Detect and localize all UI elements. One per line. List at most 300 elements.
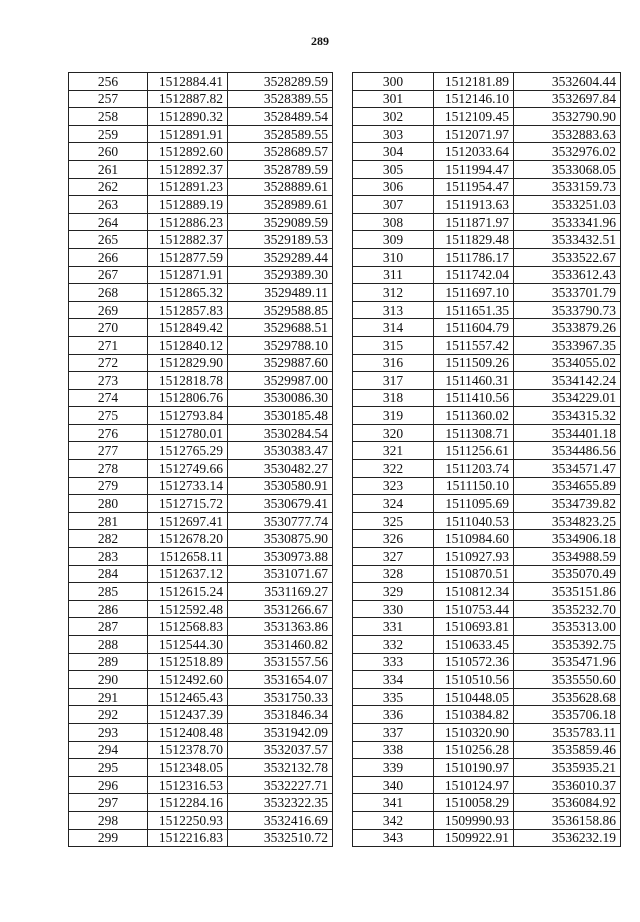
x-coordinate-cell: 1510572.36 bbox=[434, 653, 514, 671]
y-coordinate-cell: 3533612.43 bbox=[514, 266, 621, 284]
y-coordinate-cell: 3534315.32 bbox=[514, 407, 621, 425]
y-coordinate-cell: 3529389.30 bbox=[228, 266, 333, 284]
y-coordinate-cell: 3536084.92 bbox=[514, 794, 621, 812]
table-row bbox=[69, 319, 333, 337]
point-number-cell: 293 bbox=[69, 723, 148, 741]
point-number-cell: 279 bbox=[69, 477, 148, 495]
x-coordinate-cell: 1512749.66 bbox=[148, 460, 228, 478]
point-number-cell: 303 bbox=[353, 125, 434, 143]
point-number-cell: 272 bbox=[69, 354, 148, 372]
x-coordinate-cell: 1511604.79 bbox=[434, 319, 514, 337]
x-coordinate-cell: 1512181.89 bbox=[434, 73, 514, 91]
x-coordinate-cell: 1511308.71 bbox=[434, 424, 514, 442]
table-row bbox=[353, 495, 621, 513]
point-number-cell: 340 bbox=[353, 776, 434, 794]
point-number-cell: 294 bbox=[69, 741, 148, 759]
point-number-cell: 341 bbox=[353, 794, 434, 812]
table-row bbox=[69, 108, 333, 126]
table-row bbox=[69, 389, 333, 407]
x-coordinate-cell: 1512715.72 bbox=[148, 495, 228, 513]
table-row bbox=[353, 688, 621, 706]
y-coordinate-cell: 3536010.37 bbox=[514, 776, 621, 794]
table-row bbox=[69, 372, 333, 390]
table-row bbox=[69, 160, 333, 178]
x-coordinate-cell: 1512284.16 bbox=[148, 794, 228, 812]
table-row bbox=[353, 460, 621, 478]
point-number-cell: 276 bbox=[69, 424, 148, 442]
x-coordinate-cell: 1512806.76 bbox=[148, 389, 228, 407]
point-number-cell: 284 bbox=[69, 565, 148, 583]
point-number-cell: 310 bbox=[353, 248, 434, 266]
y-coordinate-cell: 3530973.88 bbox=[228, 548, 333, 566]
table-row bbox=[353, 512, 621, 530]
x-coordinate-cell: 1512637.12 bbox=[148, 565, 228, 583]
table-row bbox=[69, 618, 333, 636]
table-row bbox=[69, 336, 333, 354]
table-row bbox=[69, 512, 333, 530]
y-coordinate-cell: 3530086.30 bbox=[228, 389, 333, 407]
point-number-cell: 308 bbox=[353, 213, 434, 231]
y-coordinate-cell: 3530875.90 bbox=[228, 530, 333, 548]
x-coordinate-cell: 1512378.70 bbox=[148, 741, 228, 759]
table-row bbox=[69, 776, 333, 794]
point-number-cell: 323 bbox=[353, 477, 434, 495]
y-coordinate-cell: 3529089.59 bbox=[228, 213, 333, 231]
table-row bbox=[69, 495, 333, 513]
table-row bbox=[69, 811, 333, 829]
point-number-cell: 300 bbox=[353, 73, 434, 91]
point-number-cell: 278 bbox=[69, 460, 148, 478]
x-coordinate-cell: 1512890.32 bbox=[148, 108, 228, 126]
table-row bbox=[69, 741, 333, 759]
x-coordinate-cell: 1511786.17 bbox=[434, 248, 514, 266]
point-number-cell: 290 bbox=[69, 671, 148, 689]
x-coordinate-cell: 1512697.41 bbox=[148, 512, 228, 530]
x-coordinate-cell: 1511203.74 bbox=[434, 460, 514, 478]
y-coordinate-cell: 3533159.73 bbox=[514, 178, 621, 196]
x-coordinate-cell: 1510384.82 bbox=[434, 706, 514, 724]
y-coordinate-cell: 3536232.19 bbox=[514, 829, 621, 847]
y-coordinate-cell: 3529688.51 bbox=[228, 319, 333, 337]
y-coordinate-cell: 3532227.71 bbox=[228, 776, 333, 794]
y-coordinate-cell: 3532883.63 bbox=[514, 125, 621, 143]
point-number-cell: 263 bbox=[69, 196, 148, 214]
y-coordinate-cell: 3535859.46 bbox=[514, 741, 621, 759]
x-coordinate-cell: 1511460.31 bbox=[434, 372, 514, 390]
y-coordinate-cell: 3535313.00 bbox=[514, 618, 621, 636]
table-row bbox=[353, 671, 621, 689]
x-coordinate-cell: 1512793.84 bbox=[148, 407, 228, 425]
point-number-cell: 313 bbox=[353, 301, 434, 319]
point-number-cell: 328 bbox=[353, 565, 434, 583]
x-coordinate-cell: 1512146.10 bbox=[434, 90, 514, 108]
table-row bbox=[69, 248, 333, 266]
table-row bbox=[353, 160, 621, 178]
y-coordinate-cell: 3534571.47 bbox=[514, 460, 621, 478]
y-coordinate-cell: 3533879.26 bbox=[514, 319, 621, 337]
table-row bbox=[353, 829, 621, 847]
x-coordinate-cell: 1510927.93 bbox=[434, 548, 514, 566]
y-coordinate-cell: 3529489.11 bbox=[228, 284, 333, 302]
point-number-cell: 316 bbox=[353, 354, 434, 372]
x-coordinate-cell: 1511742.04 bbox=[434, 266, 514, 284]
y-coordinate-cell: 3530679.41 bbox=[228, 495, 333, 513]
coordinate-table-right bbox=[352, 72, 621, 847]
point-number-cell: 329 bbox=[353, 583, 434, 601]
table-row bbox=[69, 548, 333, 566]
point-number-cell: 309 bbox=[353, 231, 434, 249]
point-number-cell: 274 bbox=[69, 389, 148, 407]
x-coordinate-cell: 1511095.69 bbox=[434, 495, 514, 513]
x-coordinate-cell: 1510058.29 bbox=[434, 794, 514, 812]
point-number-cell: 342 bbox=[353, 811, 434, 829]
point-number-cell: 330 bbox=[353, 600, 434, 618]
x-coordinate-cell: 1510870.51 bbox=[434, 565, 514, 583]
table-row bbox=[69, 407, 333, 425]
x-coordinate-cell: 1512592.48 bbox=[148, 600, 228, 618]
x-coordinate-cell: 1512840.12 bbox=[148, 336, 228, 354]
point-number-cell: 307 bbox=[353, 196, 434, 214]
point-number-cell: 259 bbox=[69, 125, 148, 143]
point-number-cell: 267 bbox=[69, 266, 148, 284]
table-row bbox=[353, 284, 621, 302]
page-number: 289 bbox=[311, 34, 329, 48]
table-row bbox=[69, 354, 333, 372]
y-coordinate-cell: 3531071.67 bbox=[228, 565, 333, 583]
x-coordinate-cell: 1512891.23 bbox=[148, 178, 228, 196]
y-coordinate-cell: 3533341.96 bbox=[514, 213, 621, 231]
point-number-cell: 338 bbox=[353, 741, 434, 759]
x-coordinate-cell: 1512733.14 bbox=[148, 477, 228, 495]
table-row bbox=[353, 354, 621, 372]
y-coordinate-cell: 3534486.56 bbox=[514, 442, 621, 460]
table-row bbox=[353, 653, 621, 671]
table-row bbox=[353, 90, 621, 108]
y-coordinate-cell: 3535151.86 bbox=[514, 583, 621, 601]
point-number-cell: 334 bbox=[353, 671, 434, 689]
y-coordinate-cell: 3531266.67 bbox=[228, 600, 333, 618]
point-number-cell: 271 bbox=[69, 336, 148, 354]
point-number-cell: 326 bbox=[353, 530, 434, 548]
point-number-cell: 320 bbox=[353, 424, 434, 442]
table-row bbox=[353, 759, 621, 777]
x-coordinate-cell: 1510753.44 bbox=[434, 600, 514, 618]
x-coordinate-cell: 1512857.83 bbox=[148, 301, 228, 319]
table-row bbox=[69, 73, 333, 91]
point-number-cell: 305 bbox=[353, 160, 434, 178]
y-coordinate-cell: 3528989.61 bbox=[228, 196, 333, 214]
table-row bbox=[353, 196, 621, 214]
x-coordinate-cell: 1510320.90 bbox=[434, 723, 514, 741]
y-coordinate-cell: 3530185.48 bbox=[228, 407, 333, 425]
x-coordinate-cell: 1512437.39 bbox=[148, 706, 228, 724]
table-row bbox=[353, 125, 621, 143]
point-number-cell: 260 bbox=[69, 143, 148, 161]
point-number-cell: 288 bbox=[69, 636, 148, 654]
x-coordinate-cell: 1511150.10 bbox=[434, 477, 514, 495]
table-row bbox=[353, 442, 621, 460]
point-number-cell: 339 bbox=[353, 759, 434, 777]
point-number-cell: 312 bbox=[353, 284, 434, 302]
table-row bbox=[353, 600, 621, 618]
point-number-cell: 336 bbox=[353, 706, 434, 724]
x-coordinate-cell: 1511360.02 bbox=[434, 407, 514, 425]
table-row bbox=[353, 108, 621, 126]
table-row bbox=[353, 565, 621, 583]
x-coordinate-cell: 1509922.91 bbox=[434, 829, 514, 847]
table-row bbox=[69, 583, 333, 601]
table-row bbox=[69, 125, 333, 143]
x-coordinate-cell: 1512518.89 bbox=[148, 653, 228, 671]
table-row bbox=[353, 372, 621, 390]
y-coordinate-cell: 3530383.47 bbox=[228, 442, 333, 460]
x-coordinate-cell: 1510693.81 bbox=[434, 618, 514, 636]
x-coordinate-cell: 1512765.29 bbox=[148, 442, 228, 460]
table-row bbox=[69, 565, 333, 583]
table-row bbox=[353, 248, 621, 266]
y-coordinate-cell: 3531169.27 bbox=[228, 583, 333, 601]
point-number-cell: 258 bbox=[69, 108, 148, 126]
y-coordinate-cell: 3529987.00 bbox=[228, 372, 333, 390]
x-coordinate-cell: 1510633.45 bbox=[434, 636, 514, 654]
y-coordinate-cell: 3529289.44 bbox=[228, 248, 333, 266]
x-coordinate-cell: 1512891.91 bbox=[148, 125, 228, 143]
point-number-cell: 301 bbox=[353, 90, 434, 108]
table-row bbox=[353, 178, 621, 196]
x-coordinate-cell: 1511913.63 bbox=[434, 196, 514, 214]
point-number-cell: 291 bbox=[69, 688, 148, 706]
y-coordinate-cell: 3532976.02 bbox=[514, 143, 621, 161]
point-number-cell: 280 bbox=[69, 495, 148, 513]
point-number-cell: 332 bbox=[353, 636, 434, 654]
y-coordinate-cell: 3534906.18 bbox=[514, 530, 621, 548]
y-coordinate-cell: 3528289.59 bbox=[228, 73, 333, 91]
x-coordinate-cell: 1511256.61 bbox=[434, 442, 514, 460]
table-row bbox=[69, 213, 333, 231]
x-coordinate-cell: 1512544.30 bbox=[148, 636, 228, 654]
table-row bbox=[69, 442, 333, 460]
x-coordinate-cell: 1512071.97 bbox=[434, 125, 514, 143]
point-number-cell: 264 bbox=[69, 213, 148, 231]
y-coordinate-cell: 3534401.18 bbox=[514, 424, 621, 442]
y-coordinate-cell: 3535392.75 bbox=[514, 636, 621, 654]
x-coordinate-cell: 1512889.19 bbox=[148, 196, 228, 214]
y-coordinate-cell: 3532604.44 bbox=[514, 73, 621, 91]
y-coordinate-cell: 3529887.60 bbox=[228, 354, 333, 372]
point-number-cell: 282 bbox=[69, 530, 148, 548]
point-number-cell: 304 bbox=[353, 143, 434, 161]
y-coordinate-cell: 3529588.85 bbox=[228, 301, 333, 319]
point-number-cell: 256 bbox=[69, 73, 148, 91]
table-row bbox=[69, 477, 333, 495]
point-number-cell: 335 bbox=[353, 688, 434, 706]
y-coordinate-cell: 3529788.10 bbox=[228, 336, 333, 354]
table-row bbox=[69, 794, 333, 812]
x-coordinate-cell: 1510124.97 bbox=[434, 776, 514, 794]
y-coordinate-cell: 3532322.35 bbox=[228, 794, 333, 812]
coordinate-table-left-body bbox=[69, 73, 333, 847]
point-number-cell: 311 bbox=[353, 266, 434, 284]
y-coordinate-cell: 3534055.02 bbox=[514, 354, 621, 372]
table-row bbox=[69, 706, 333, 724]
x-coordinate-cell: 1511509.26 bbox=[434, 354, 514, 372]
point-number-cell: 273 bbox=[69, 372, 148, 390]
point-number-cell: 306 bbox=[353, 178, 434, 196]
table-row bbox=[69, 196, 333, 214]
table-row bbox=[353, 618, 621, 636]
point-number-cell: 277 bbox=[69, 442, 148, 460]
table-row bbox=[69, 143, 333, 161]
x-coordinate-cell: 1512780.01 bbox=[148, 424, 228, 442]
x-coordinate-cell: 1512892.37 bbox=[148, 160, 228, 178]
table-row bbox=[69, 759, 333, 777]
y-coordinate-cell: 3530580.91 bbox=[228, 477, 333, 495]
table-row bbox=[69, 266, 333, 284]
point-number-cell: 314 bbox=[353, 319, 434, 337]
y-coordinate-cell: 3534142.24 bbox=[514, 372, 621, 390]
y-coordinate-cell: 3531460.82 bbox=[228, 636, 333, 654]
y-coordinate-cell: 3531846.34 bbox=[228, 706, 333, 724]
y-coordinate-cell: 3533432.51 bbox=[514, 231, 621, 249]
y-coordinate-cell: 3528689.57 bbox=[228, 143, 333, 161]
x-coordinate-cell: 1512658.11 bbox=[148, 548, 228, 566]
table-row bbox=[353, 583, 621, 601]
point-number-cell: 297 bbox=[69, 794, 148, 812]
table-row bbox=[69, 653, 333, 671]
point-number-cell: 322 bbox=[353, 460, 434, 478]
y-coordinate-cell: 3534229.01 bbox=[514, 389, 621, 407]
y-coordinate-cell: 3532510.72 bbox=[228, 829, 333, 847]
table-row bbox=[69, 301, 333, 319]
y-coordinate-cell: 3534739.82 bbox=[514, 495, 621, 513]
point-number-cell: 266 bbox=[69, 248, 148, 266]
point-number-cell: 289 bbox=[69, 653, 148, 671]
point-number-cell: 295 bbox=[69, 759, 148, 777]
table-row bbox=[69, 671, 333, 689]
x-coordinate-cell: 1512250.93 bbox=[148, 811, 228, 829]
table-row bbox=[69, 231, 333, 249]
coordinate-table-left bbox=[68, 72, 333, 847]
table-row bbox=[69, 460, 333, 478]
x-coordinate-cell: 1512829.90 bbox=[148, 354, 228, 372]
point-number-cell: 327 bbox=[353, 548, 434, 566]
table-row bbox=[353, 73, 621, 91]
table-row bbox=[69, 829, 333, 847]
x-coordinate-cell: 1512109.45 bbox=[434, 108, 514, 126]
y-coordinate-cell: 3531750.33 bbox=[228, 688, 333, 706]
y-coordinate-cell: 3535706.18 bbox=[514, 706, 621, 724]
x-coordinate-cell: 1512892.60 bbox=[148, 143, 228, 161]
y-coordinate-cell: 3536158.86 bbox=[514, 811, 621, 829]
table-row bbox=[353, 776, 621, 794]
table-row bbox=[353, 741, 621, 759]
point-number-cell: 315 bbox=[353, 336, 434, 354]
point-number-cell: 270 bbox=[69, 319, 148, 337]
point-number-cell: 333 bbox=[353, 653, 434, 671]
y-coordinate-cell: 3531942.09 bbox=[228, 723, 333, 741]
x-coordinate-cell: 1511651.35 bbox=[434, 301, 514, 319]
y-coordinate-cell: 3532037.57 bbox=[228, 741, 333, 759]
x-coordinate-cell: 1510510.56 bbox=[434, 671, 514, 689]
table-row bbox=[353, 811, 621, 829]
point-number-cell: 292 bbox=[69, 706, 148, 724]
table-row bbox=[69, 178, 333, 196]
table-row bbox=[69, 688, 333, 706]
x-coordinate-cell: 1511410.56 bbox=[434, 389, 514, 407]
table-row bbox=[69, 530, 333, 548]
point-number-cell: 261 bbox=[69, 160, 148, 178]
x-coordinate-cell: 1512887.82 bbox=[148, 90, 228, 108]
point-number-cell: 324 bbox=[353, 495, 434, 513]
y-coordinate-cell: 3533967.35 bbox=[514, 336, 621, 354]
y-coordinate-cell: 3530777.74 bbox=[228, 512, 333, 530]
x-coordinate-cell: 1512465.43 bbox=[148, 688, 228, 706]
y-coordinate-cell: 3532697.84 bbox=[514, 90, 621, 108]
point-number-cell: 302 bbox=[353, 108, 434, 126]
y-coordinate-cell: 3533068.05 bbox=[514, 160, 621, 178]
y-coordinate-cell: 3532132.78 bbox=[228, 759, 333, 777]
point-number-cell: 286 bbox=[69, 600, 148, 618]
table-row bbox=[353, 706, 621, 724]
table-row bbox=[353, 143, 621, 161]
y-coordinate-cell: 3528789.59 bbox=[228, 160, 333, 178]
y-coordinate-cell: 3531654.07 bbox=[228, 671, 333, 689]
x-coordinate-cell: 1510812.34 bbox=[434, 583, 514, 601]
y-coordinate-cell: 3533701.79 bbox=[514, 284, 621, 302]
point-number-cell: 287 bbox=[69, 618, 148, 636]
x-coordinate-cell: 1511994.47 bbox=[434, 160, 514, 178]
y-coordinate-cell: 3528389.55 bbox=[228, 90, 333, 108]
x-coordinate-cell: 1512216.83 bbox=[148, 829, 228, 847]
y-coordinate-cell: 3534823.25 bbox=[514, 512, 621, 530]
y-coordinate-cell: 3535070.49 bbox=[514, 565, 621, 583]
point-number-cell: 275 bbox=[69, 407, 148, 425]
y-coordinate-cell: 3534988.59 bbox=[514, 548, 621, 566]
x-coordinate-cell: 1509990.93 bbox=[434, 811, 514, 829]
y-coordinate-cell: 3533522.67 bbox=[514, 248, 621, 266]
x-coordinate-cell: 1512615.24 bbox=[148, 583, 228, 601]
table-row bbox=[69, 284, 333, 302]
x-coordinate-cell: 1512033.64 bbox=[434, 143, 514, 161]
point-number-cell: 285 bbox=[69, 583, 148, 601]
table-row bbox=[353, 424, 621, 442]
x-coordinate-cell: 1512568.83 bbox=[148, 618, 228, 636]
y-coordinate-cell: 3530482.27 bbox=[228, 460, 333, 478]
table-row bbox=[353, 794, 621, 812]
x-coordinate-cell: 1511829.48 bbox=[434, 231, 514, 249]
x-coordinate-cell: 1512877.59 bbox=[148, 248, 228, 266]
point-number-cell: 257 bbox=[69, 90, 148, 108]
y-coordinate-cell: 3533251.03 bbox=[514, 196, 621, 214]
point-number-cell: 283 bbox=[69, 548, 148, 566]
point-number-cell: 321 bbox=[353, 442, 434, 460]
point-number-cell: 317 bbox=[353, 372, 434, 390]
x-coordinate-cell: 1510256.28 bbox=[434, 741, 514, 759]
x-coordinate-cell: 1512865.32 bbox=[148, 284, 228, 302]
x-coordinate-cell: 1512871.91 bbox=[148, 266, 228, 284]
y-coordinate-cell: 3532416.69 bbox=[228, 811, 333, 829]
table-row bbox=[353, 530, 621, 548]
table-row bbox=[353, 213, 621, 231]
table-row bbox=[353, 301, 621, 319]
point-number-cell: 337 bbox=[353, 723, 434, 741]
point-number-cell: 265 bbox=[69, 231, 148, 249]
y-coordinate-cell: 3528589.55 bbox=[228, 125, 333, 143]
x-coordinate-cell: 1510984.60 bbox=[434, 530, 514, 548]
y-coordinate-cell: 3530284.54 bbox=[228, 424, 333, 442]
table-row bbox=[353, 723, 621, 741]
y-coordinate-cell: 3529189.53 bbox=[228, 231, 333, 249]
